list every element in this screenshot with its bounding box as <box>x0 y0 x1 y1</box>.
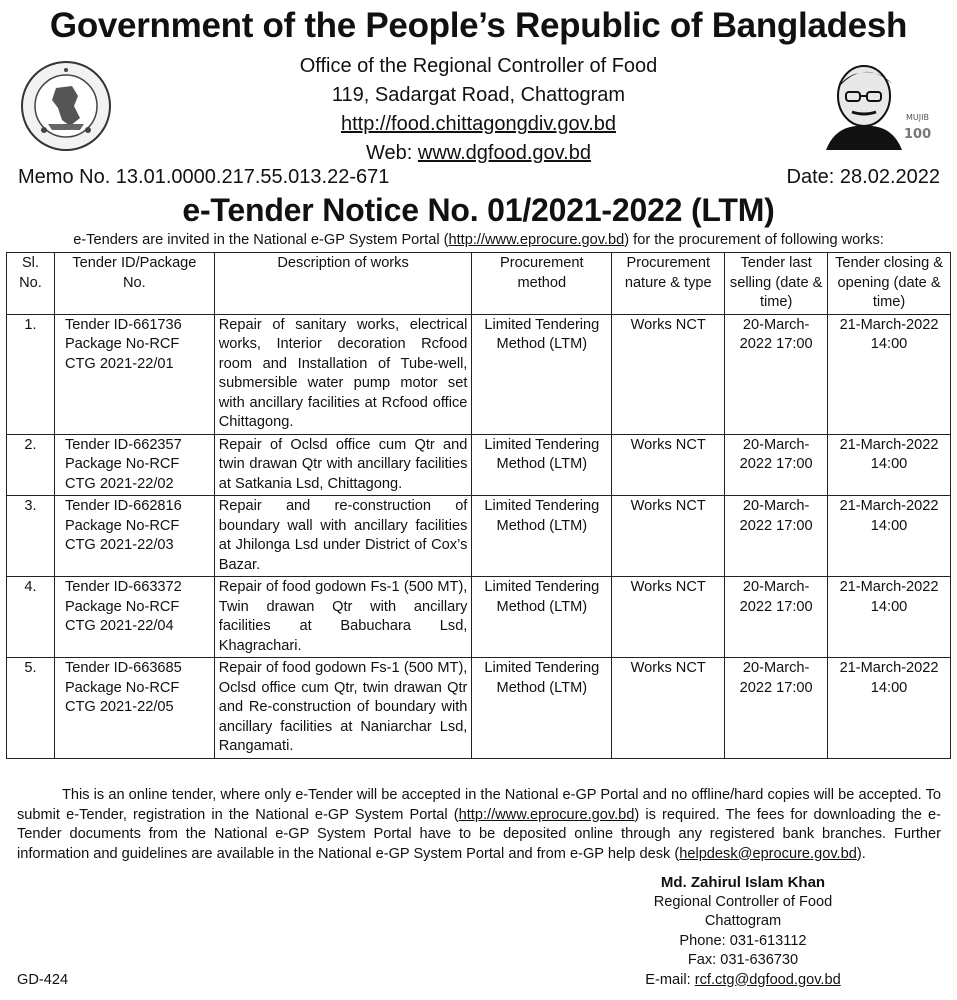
web-url-link[interactable]: www.dgfood.gov.bd <box>417 142 591 164</box>
signatory-city: Chattogram <box>704 913 782 929</box>
row-last-selling: 20-March-2022 17:00 <box>725 658 828 759</box>
row-method: Limited Tendering Method (LTM) <box>472 496 612 577</box>
office-address: 119, Sadargat Road, Chattogram <box>331 84 626 106</box>
table-row <box>7 314 951 434</box>
row-sl: 2. <box>7 434 55 496</box>
header-description: Description of works <box>214 253 472 315</box>
row-nature: Works NCT <box>612 496 725 577</box>
signatory-phone: Phone: 031-613112 <box>679 932 807 949</box>
row-closing: 21-March-2022 14:00 <box>828 314 951 434</box>
mujib-portrait-logo <box>812 58 942 150</box>
signature-block <box>620 873 866 990</box>
row-last-selling: 20-March-2022 17:00 <box>725 434 828 496</box>
gd-number: GD-424 <box>17 972 69 988</box>
office-name: Office of the Regional Controller of Food <box>299 55 658 77</box>
government-title: Government of the People’s Republic of Bangladesh <box>49 6 908 45</box>
table-header-row <box>7 253 951 315</box>
signatory-email: E-mail: rcf.ctg@dgfood.gov.bd <box>645 971 841 988</box>
row-method: Limited Tendering Method (LTM) <box>472 577 612 658</box>
row-nature: Works NCT <box>612 577 725 658</box>
office-url-link[interactable]: http://food.chittagongdiv.gov.bd <box>340 113 616 135</box>
memo-number: Memo No. 13.01.0000.217.55.013.22-671 <box>18 166 390 188</box>
intro-text: e-Tenders are invited in the National e-GP System Portal (http://www.eprocure.gov.bd) for the procurement of following works: <box>73 232 884 248</box>
row-method: Limited Tendering Method (LTM) <box>472 434 612 496</box>
row-tender-id: Tender ID-662357 Package No-RCF CTG 2021-22/02 <box>54 434 214 496</box>
row-description: Repair and re-construction of boundary wall with ancillary facilities at Jhilonga Lsd under District of Cox’s Bazar. <box>214 496 472 577</box>
header-tender-id: Tender ID/Package No. <box>54 253 214 315</box>
notice-body-paragraph: This is an online tender, where only e-Tender will be accepted in the National e-GP Portal and no offline/hard copies will be accepted. To submit e-Tender, registration in the National e-GP System Portal (http://www.eprocure.gov.bd) is required. The fees for downloading the e-Tender documents from the National e-GP System Portal have to be deposited online through any registered bank branches. Further information and guidelines are available in the National e-GP System Portal and from e-GP help desk (helpdesk@eprocure.gov.bd). <box>17 787 941 862</box>
signatory-title: Regional Controller of Food <box>653 893 833 910</box>
table-row <box>7 577 951 658</box>
signatory-name: Md. Zahirul Islam Khan <box>660 874 826 891</box>
row-nature: Works NCT <box>612 658 725 759</box>
helpdesk-email-link[interactable]: helpdesk@eprocure.gov.bd <box>679 845 857 862</box>
signatory-email-link[interactable]: rcf.ctg@dgfood.gov.bd <box>694 971 841 988</box>
row-description: Repair of food godown Fs-1 (500 MT), Oclsd office cum Qtr, twin drawan Qtr and Re-construction of boundary with ancillary facilities at Naniarchar Lsd, Rangamati. <box>214 658 472 759</box>
row-closing: 21-March-2022 14:00 <box>828 658 951 759</box>
table-row <box>7 496 951 577</box>
row-method: Limited Tendering Method (LTM) <box>472 658 612 759</box>
notice-title: e-Tender Notice No. 01/2021-2022 (LTM) <box>182 192 775 228</box>
row-sl: 3. <box>7 496 55 577</box>
row-last-selling: 20-March-2022 17:00 <box>725 496 828 577</box>
row-tender-id: Tender ID-663685 Package No-RCF CTG 2021-22/05 <box>54 658 214 759</box>
signatory-fax: Fax: 031-636730 <box>687 952 799 968</box>
row-sl: 1. <box>7 314 55 434</box>
eprocure-link-body[interactable]: http://www.eprocure.gov.bd <box>458 806 635 823</box>
svg-text:MUJIB: MUJIB <box>906 113 929 122</box>
row-sl: 4. <box>7 577 55 658</box>
row-description: Repair of sanitary works, electrical works, Interior decoration Rcfood room and Installation of Tube-well, submersible water pump motor set with ancillary facilities at Rcfood office Chittagong. <box>214 314 472 434</box>
row-last-selling: 20-March-2022 17:00 <box>725 577 828 658</box>
tender-table <box>6 252 951 759</box>
row-description: Repair of food godown Fs-1 (500 MT), Twin drawan Qtr with ancillary facilities at Babuchara Lsd, Khagrachari. <box>214 577 472 658</box>
header-last-selling: Tender last selling (date & time) <box>725 253 828 315</box>
row-tender-id: Tender ID-661736 Package No-RCF CTG 2021-22/01 <box>54 314 214 434</box>
row-closing: 21-March-2022 14:00 <box>828 434 951 496</box>
header-nature: Procurement nature & type <box>612 253 725 315</box>
row-closing: 21-March-2022 14:00 <box>828 496 951 577</box>
row-sl: 5. <box>7 658 55 759</box>
notice-date: Date: 28.02.2022 <box>786 166 940 188</box>
row-nature: Works NCT <box>612 314 725 434</box>
table-row <box>7 658 951 759</box>
web-label: Web: <box>366 142 418 164</box>
row-nature: Works NCT <box>612 434 725 496</box>
row-tender-id: Tender ID-663372 Package No-RCF CTG 2021-22/04 <box>54 577 214 658</box>
svg-text:100: 100 <box>904 127 932 142</box>
header-sl: Sl. No. <box>7 253 55 315</box>
row-method: Limited Tendering Method (LTM) <box>472 314 612 434</box>
table-row <box>7 434 951 496</box>
row-last-selling: 20-March-2022 17:00 <box>725 314 828 434</box>
row-description: Repair of Oclsd office cum Qtr and twin drawan Qtr with ancillary facilities at Satkania Lsd, Chittagong. <box>214 434 472 496</box>
row-closing: 21-March-2022 14:00 <box>828 577 951 658</box>
row-tender-id: Tender ID-662816 Package No-RCF CTG 2021-22/03 <box>54 496 214 577</box>
header-closing: Tender closing & opening (date & time) <box>828 253 951 315</box>
eprocure-link[interactable]: http://www.eprocure.gov.bd <box>448 232 625 248</box>
header-method: Procurement method <box>472 253 612 315</box>
